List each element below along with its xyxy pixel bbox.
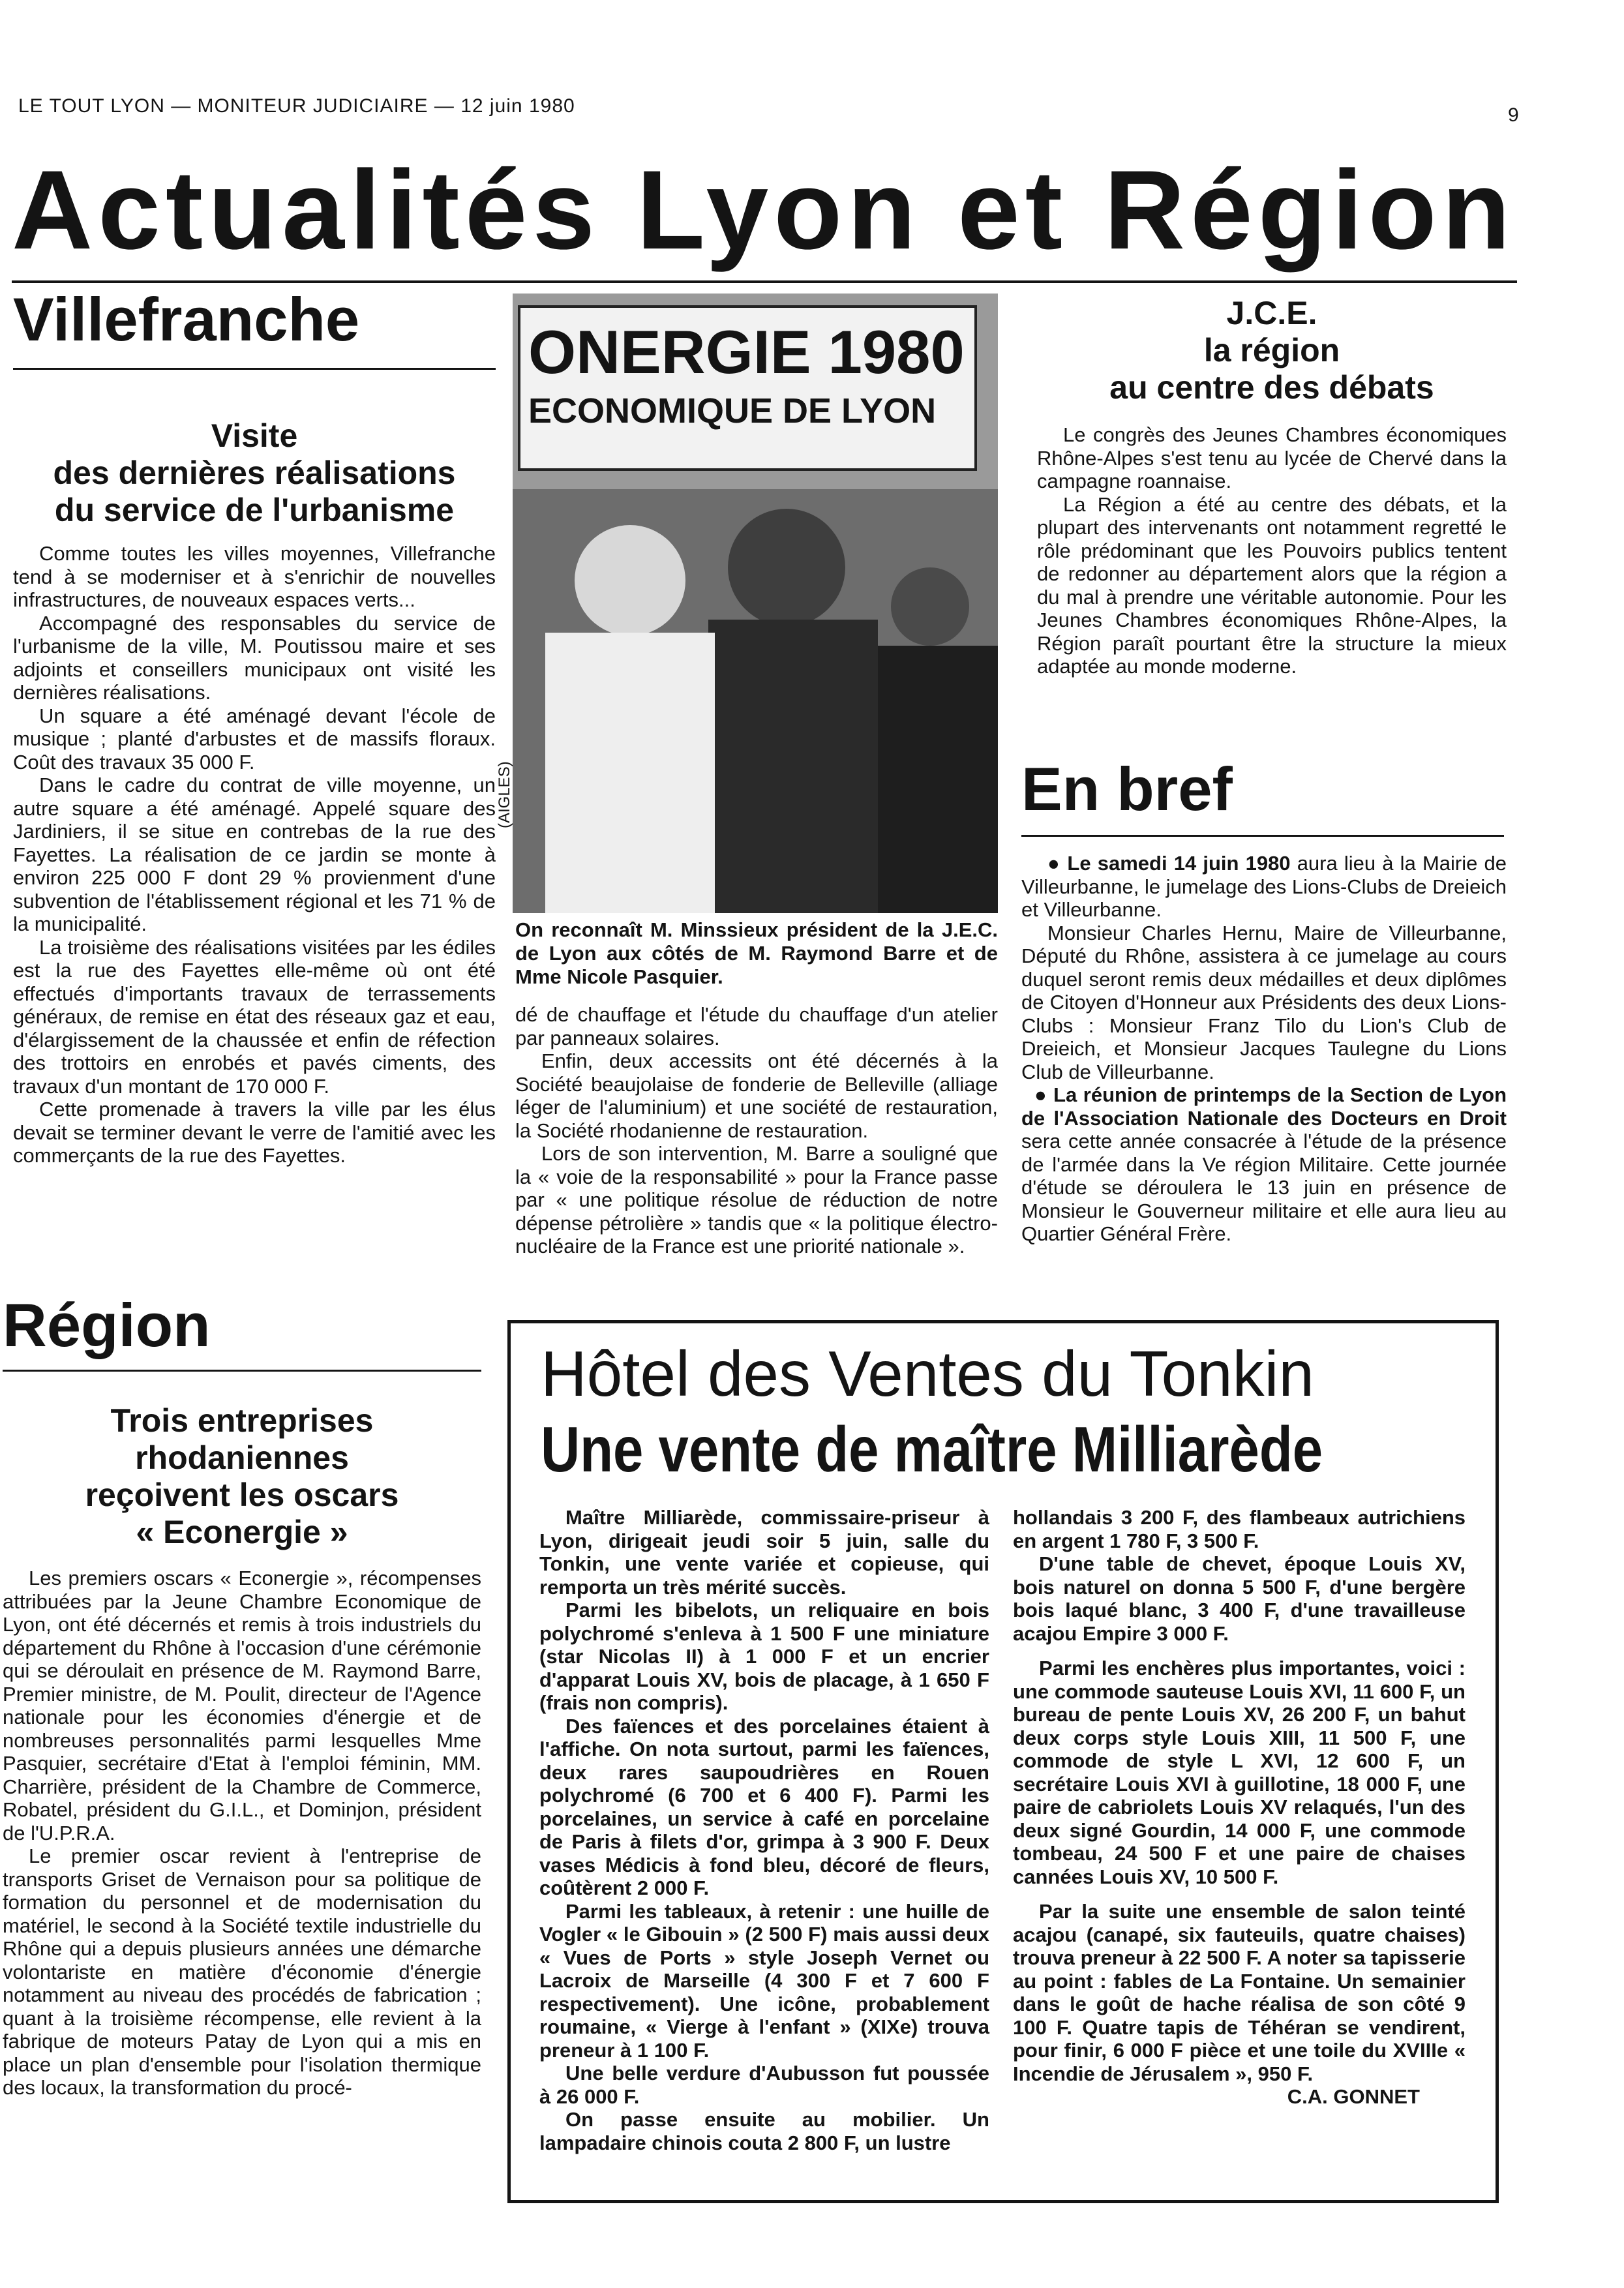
bullet-icon: ● [1047,852,1068,875]
author-signature: C.A. GONNET [1287,2085,1420,2108]
brief-text: sera cette année consacrée à l'étude de la présence de l'armée dans la Ve région Militaire. Cette journée d'étude se déroulera le 13 juin en présence de Monsieur le Gouverneur militaire et elle aura lieu au Quartier Général Frère. [1021,1130,1507,1245]
headline-line: du service de l'urbanisme [54,492,455,528]
headline-line: Visite [211,417,298,454]
article-title: Hôtel des Ventes du Tonkin [541,1338,1314,1409]
article-headline [1037,295,1507,406]
paragraph: hollandais 3 200 F, des flambeaux autrichiens en argent 1 780 F, 3 500 F. [1013,1506,1466,1552]
news-photo [513,294,998,913]
brief-item [1021,1083,1507,1246]
section-rule [1021,835,1504,837]
paragraph: D'une table de chevet, époque Louis XV, bois naturel on donna 5 500 F, d'une bergère bois laqué blanc, 3 400 F, d'une travailleuse acajou Empire 3 000 F. [1013,1552,1466,1645]
paragraph: Un square a été aménagé devant l'école de musique ; planté d'arbustes et de massifs floraux. Coût des travaux 35 000 F. [13,704,496,774]
bullet-icon: ● [1034,1083,1054,1106]
headline-line: reçoivent les oscars [85,1477,399,1513]
headline-line: au centre des débats [1109,369,1434,406]
banner-text-1: ONERGIE 1980 [528,318,965,386]
brief-items [1021,852,1507,1246]
photo-scene [513,294,998,913]
article-urbanisme [13,417,496,1167]
section-title-villefranche: Villefranche [13,285,360,354]
headline-line: « Econergie » [136,1514,348,1550]
paragraph: Le premier oscar revient à l'entreprise de transports Griset de Vernaison pour sa politique de formation du personnel et de modernisation du matériel, le second à la Société textile industrielle du Rhône qui a depuis plusieurs années une démarche volontariste en matière d'économie d'énergie notamment au niveau des procédés de fabrication ; quant à la troisième récompense, elle revient à la fabrique de moteurs Patay de Lyon qui a mis en place un plan d'ensemble pour l'isolation thermique des locaux, la transformation du procé- [3,1844,481,2099]
paragraph: Cette promenade à travers la ville par les élus devait se terminer devant le verre de l'amitié avec les commerçants de la rue des Fayettes. [13,1098,496,1167]
paragraph: Une belle verdure d'Aubusson fut poussée à 26 000 F. [539,2062,989,2108]
brief-text: aura lieu à la Mairie de Villeurbanne, le jumelage des Lions-Clubs de Dreieich et Villeurbanne. [1021,852,1507,921]
article-headline [13,417,496,529]
article-column-2 [1013,1506,1466,2109]
article-column-1 [539,1506,989,2154]
masthead-rule [12,280,1517,283]
brief-item [1021,852,1507,922]
paragraph: Parmi les tableaux, à retenir : une huille de Vogler « le Gibouin » (2 500 F) mais aussi deux « Vues de Ports » style Joseph Vernet ou Lacroix de Marseille (4 300 F et 7 600 F respectivement). Une icône, probablement roumaine, « Vierge à l'enfant » (XIXe) trouva preneur à 1 100 F. [539,1899,989,2062]
paragraph: Dans le cadre du contrat de ville moyenne, un autre square a été aménagé. Appelé square des Jardiniers, il se situe en contrebas de la rue des Fayettes. La réalisation de ce jardin se monte à environ 225 000 F dont 29 % provienment d'une subvention de l'établissement régional et les 71 % de la municipalité. [13,774,496,935]
paragraph: Monsieur Charles Hernu, Maire de Villeurbanne, Député du Rhône, assistera à ce jumelage au cours duquel seront remis deux médailles et deux diplômes de Citoyen d'Honneur aux Présidents des deux Lions-Clubs : Monsieur Franz Tilo du Lion's Club de Dreieich, et Monsieur Jacques Taulegne du Lions Club de Villeurbanne. [1021,921,1507,1083]
article-body [1037,423,1507,678]
headline-line: rhodaniennes [135,1439,349,1476]
paragraph: Les premiers oscars « Econergie », récompenses attribuées par la Jeune Chambre Economique de Lyon, ont été décernés et remis à trois industriels du département du Rhône à l'occasion d'une cérémonie qui se déroulait en présence de M. Raymond Barre, Premier ministre, de M. Poulit, directeur de l'Agence nationale pour les économies d'énergie et de nombreuses personnalités parmi lesquelles Mme Pasquier, secrétaire d'Etat à l'emploi féminin, MM. Charrière, président de la Chambre de Commerce, Robatel, président du G.I.L., et Dominjon, président de l'U.P.R.A. [3,1567,481,1844]
headline-line: la région [1203,332,1340,369]
page-number: 9 [1508,104,1520,126]
section-rule [3,1370,481,1372]
section-title-region: Région [3,1291,211,1359]
article-econergie [3,1402,481,2100]
article-headline [3,1402,481,1551]
article-body [3,1567,481,2100]
article-body [13,542,496,1167]
section-title-en-bref: En bref [1021,755,1233,823]
paragraph: Des faïences et des porcelaines étaient à l'affiche. On nota surtout, parmi les faïences, deux rares saupoudrières en Rouen polychromé (6 700 et 6 400 F). Parmi les porcelaines, un service à café en porcelaine de Paris à filets d'or, grimpa à 3 900 F. Deux vases Médicis à fond bleu, décoré de fleurs, coûtèrent 2 000 F. [539,1714,989,1899]
paragraph: Parmi les bibelots, un reliquaire en bois polychromé s'enleva à 1 500 F une miniature (star Nicolas II) à 1 000 F et un encrier d'apparat Louis XV, bois de placage, à 1 650 F (frais non compris). [539,1599,989,1714]
photo-credit: (AIGLES) [496,761,513,828]
photo-caption: On reconnaît M. Minssieux président de la J.E.C. de Lyon aux côtés de M. Raymond Barre et de Mme Nicole Pasquier. [515,918,998,988]
paragraph: La Région a été au centre des débats, et la plupart des intervenants ont notamment regretté le rôle prédominant que les Pouvoirs publics tentent de redonner au département alors que la région a du mal à prendre une véritable autonomie. Pour les Jeunes Chambres économiques Rhône-Alpes, la Région paraît pourtant être la structure la mieux adaptée au monde moderne. [1037,492,1507,678]
article-econergie-continued [515,1003,998,1258]
headline-line: J.C.E. [1226,295,1317,331]
article-box-tonkin [507,1320,1499,2203]
paragraph: Par la suite une ensemble de salon teinté acajou (canapé, six fauteuils, quatre chaises) trouva preneur à 22 500 F. A noter sa tapisserie au point : fables de La Fontaine. Un semainier dans le goût de hache réalisa de son côté 9 100 F. Quatre tapis de Téhéran se vendirent, pour finir, 6 000 F pièce et une toile du XVIIIe « Incendie de Jérusalem », 950 F. [1013,1900,1466,2085]
paragraph: Lors de son intervention, M. Barre a souligné que la « voie de la responsabilité » pour la France passe par « une politique résolue de réduction de notre dépense pétrolière » tandis que « la politique électro-nucléaire de la France est une priorité nationale ». [515,1142,998,1257]
headline-line: Trois entreprises [110,1402,374,1439]
section-rule [13,368,496,370]
brief-lead: Le samedi 14 juin 1980 [1067,852,1291,875]
paragraph: Accompagné des responsables du service de l'urbanisme de la ville, M. Poutissou maire et ses adjoints et conseillers municipaux ont visité les dernières réalisations. [13,611,496,704]
paragraph: La troisième des réalisations visitées par les édiles est la rue des Fayettes elle-même où ont été effectués d'importants travaux de terrassements généraux, de remise en état des réseaux gaz et eau, d'élargissement de la chaussée et enfin de réfection des trottoirs en enrobés et pavés ciments, des travaux d'un montant de 170 000 F. [13,935,496,1098]
headline-line: des dernières réalisations [53,455,456,491]
article-jce [1037,295,1507,678]
brief-lead: La réunion de printemps de la Section de Lyon de l'Association Nationale des Docteurs en Droit [1021,1083,1507,1130]
paragraph: dé de chauffage et l'étude du chauffage d'un atelier par panneaux solaires. [515,1003,998,1049]
banner-text-2: ECONOMIQUE DE LYON [528,391,937,430]
paragraph: Le congrès des Jeunes Chambres économiques Rhône-Alpes s'est tenu au lycée de Chervé dans la campagne roannaise. [1037,423,1507,492]
article-subtitle: Une vente de maître Milliarède [541,1413,1323,1485]
paragraph: Enfin, deux accessits ont été décernés à la Société beaujolaise de fonderie de Belleville (alliage léger de l'aluminium) et une société de restauration, la Société rhodanienne de restauration. [515,1049,998,1142]
paragraph: Maître Milliarède, commissaire-priseur à Lyon, dirigeait jeudi soir 5 juin, salle du Tonkin, une vente variée et copieuse, qui remporta un très mérité succès. [539,1506,989,1599]
paragraph: Comme toutes les villes moyennes, Villefranche tend à se moderniser et à s'enrichir de nouvelles infrastructures, de nouveaux espaces verts... [13,542,496,611]
running-header: LE TOUT LYON — MONITEUR JUDICIAIRE — 12 juin 1980 [18,95,575,117]
masthead: Actualités Lyon et Région [12,147,1516,273]
paragraph: On passe ensuite au mobilier. Un lampadaire chinois couta 2 800 F, un lustre [539,2108,989,2154]
paragraph: Parmi les enchères plus importantes, voici : une commode sauteuse Louis XVI, 11 600 F, un bureau de pente Louis XV, 26 200 F, un bahut deux corps style Louis XIII, 11 500 F, une commode de style L XVI, 12 600 F, un secrétaire Louis XVI à guillotine, 18 000 F, une paire de cabriolets Louis XV relaqués, l'un des deux signé Gourdin, 14 000 F, une commode tombeau, 24 500 F et une paire de chaises cannées Louis XV, 10 500 F. [1013,1657,1466,1888]
